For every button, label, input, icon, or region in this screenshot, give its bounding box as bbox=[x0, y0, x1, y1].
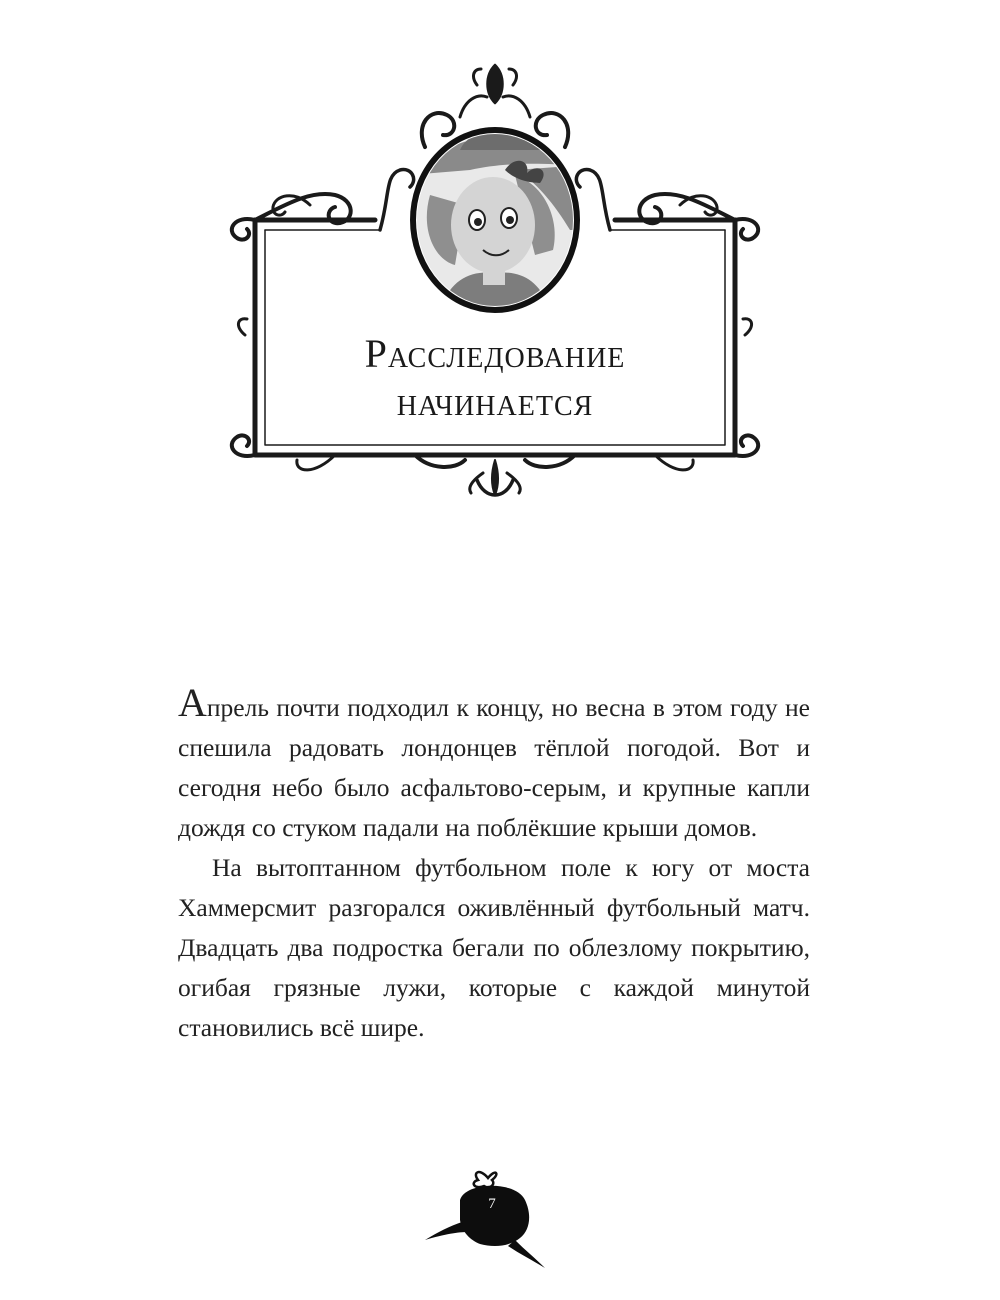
page-number: 7 bbox=[488, 1196, 496, 1212]
paragraph-1-text: прель почти подходил к концу, но весна в этом году не спешила радовать лондонцев тёплой погодой. Вот и сегодня небо было асфальтово-серым, и крупные капли дождя со стуком падали на поблёкшие крыши домов. bbox=[178, 693, 810, 842]
chapter-title bbox=[255, 330, 735, 426]
girl-portrait-icon bbox=[405, 125, 585, 315]
ornamental-frame bbox=[215, 55, 775, 515]
drop-cap: А bbox=[178, 680, 207, 725]
page-number-badge bbox=[420, 1160, 550, 1270]
body-text bbox=[178, 680, 810, 1048]
chapter-title-line-1: Расследование bbox=[364, 331, 626, 376]
chapter-title-line-2: начинается bbox=[396, 379, 594, 424]
hat-silhouette-icon bbox=[420, 1160, 550, 1270]
paragraph-1 bbox=[178, 680, 810, 848]
ornamental-frame-icon bbox=[215, 55, 775, 515]
paragraph-2: На вытоптанном футбольном поле к югу от моста Хаммерсмит разгорался оживлённый футбольный матч. Двадцать два подростка бегали по облезлому покрытию, огибая грязные лужи, которые с каждой минутой становились всё шире. bbox=[178, 853, 810, 1042]
